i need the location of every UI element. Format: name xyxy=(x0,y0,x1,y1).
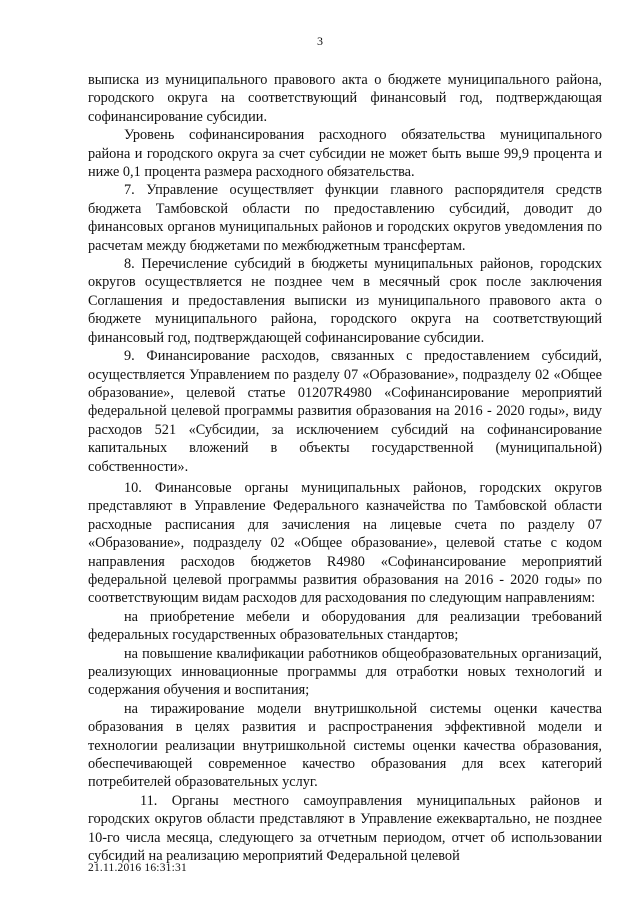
paragraph-item-10: 10. Финансовые органы муниципальных районов, городских округов представляют в Управление Федерального казначейства по Тамбовской области расходные расписания для зачисления на лицевые счета по разделу 07 «Образование», подразделу 02 «Общее образование», целевой статье с кодом направления расходов бюджетов R4980 «Софинансирование мероприятий федеральной целевой программы развития образования на 2016 - 2020 годы» по соответствующим видам расходов для расходования по следующим направлениям: xyxy=(88,479,602,607)
paragraph-item-9: 9. Финансирование расходов, связанных с предоставлением субсидий, осуществляется Управлением по разделу 07 «Образование», подразделу 02 «Общее образование», целевой статье 01207R4980 «Софинансирование мероприятий федеральной целевой программы развития образования на 2016 - 2020 годы», виду расходов 521 «Субсидии, за исключением субсидий на софинансирование капитальных вложений в объекты государственной (муниципальной) собственности». xyxy=(88,348,602,475)
paragraph-direction-furniture: на приобретение мебели и оборудования для реализации требований федеральных государственных образовательных стандартов; xyxy=(88,608,602,644)
paragraph-cofinancing-level: Уровень софинансирования расходного обязательства муниципального района и городского округа за счет субсидии не может быть выше 99,9 процента и ниже 0,1 процента размера расходного обязательства. xyxy=(88,127,602,181)
document-body xyxy=(88,71,602,865)
print-timestamp: 21.11.2016 16:31:31 xyxy=(88,862,187,874)
paragraph-direction-assessment-model: на тиражирование модели внутришкольной системы оценки качества образования в целях развития и распространения эффективной модели и технологии реализации внутришкольной системы оценки качества образования, обеспечивающей современное качество образования для всех категорий потребителей образовательных услуг. xyxy=(88,700,602,791)
paragraph-extract-continuation: выписка из муниципального правового акта о бюджете муниципального района, городского округа на соответствующий финансовый год, подтверждающая софинансирование субсидии. xyxy=(88,72,602,125)
page-number: 3 xyxy=(317,34,323,48)
paragraph-direction-qualification: на повышение квалификации работников общеобразовательных организаций, реализующих инновационные программы для отработки новых технологий и содержания обучения и воспитания; xyxy=(88,645,602,699)
paragraph-item-8: 8. Перечисление субсидий в бюджеты муниципальных районов, городских округов осуществляется не позднее чем в месячный срок после заключения Соглашения и предоставления выписки из муниципального правового акта о бюджете муниципального района, городского округа на соответствующий финансовый год, подтверждающей софинансирование субсидии. xyxy=(88,256,602,346)
paragraph-item-7: 7. Управление осуществляет функции главного распорядителя средств бюджета Тамбовской области по предоставлению субсидий, доводит до финансовых органов муниципальных районов и городских округов уведомления по расчетам между бюджетами по межбюджетным трансфертам. xyxy=(88,182,602,254)
paragraph-item-11: 11. Органы местного самоуправления муниципальных районов и городских округов области представляют в Управление ежеквартально, не позднее 10-го числа месяца, следующего за отчетным периодом, отчет об использовании субсидий на реализацию мероприятий Федеральной целевой xyxy=(88,792,602,865)
